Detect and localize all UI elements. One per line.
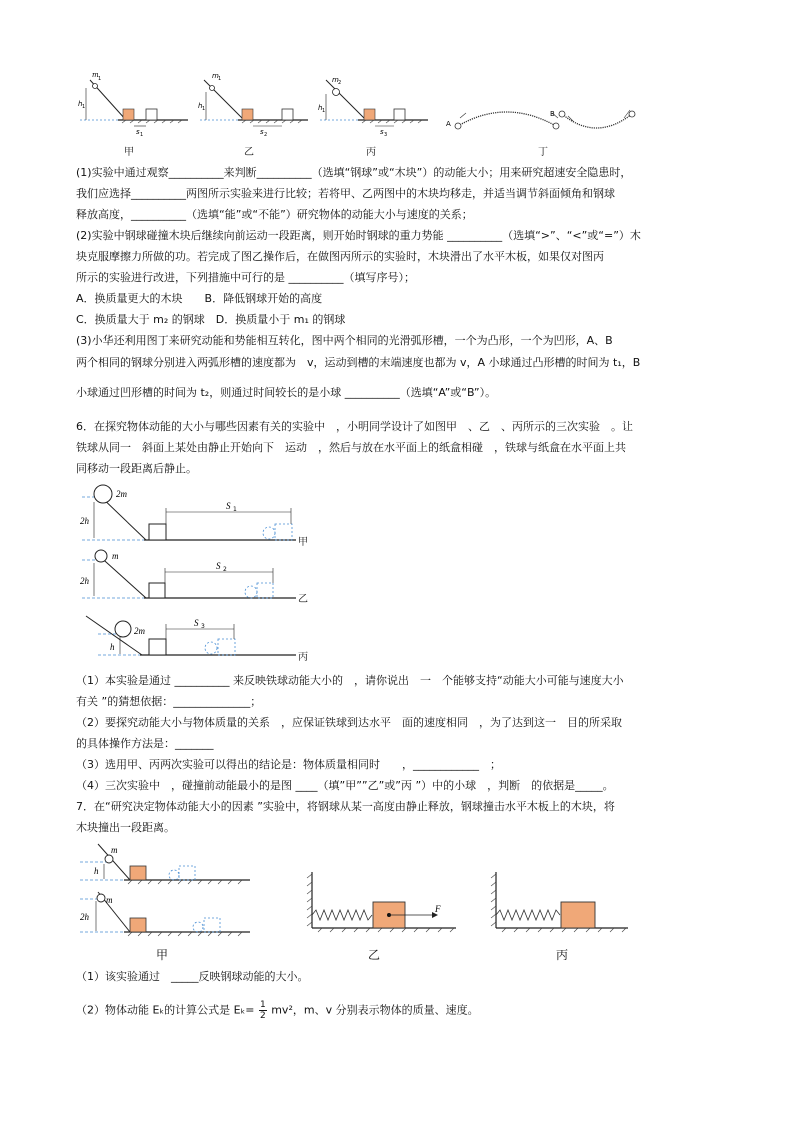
q7-figure-jia [78,842,258,942]
svg-text:A: A [446,120,451,128]
q7-figure-bing [488,872,638,932]
q5-line-9: (3)小华还利用图丁来研究动能和势能相互转化，图中两个相同的光滑弧形槽，一个为凸形，一个为凹形，A、B [76,334,613,347]
q7-q2 [76,1000,479,1021]
fig-label-jia: 甲 [124,147,134,158]
q5-line-7: A．换质量更大的木块 B．降低钢球开始的高度 [76,292,323,305]
q5-line-1: (1)实验中通过观察__________来判断__________（选填“钢球”或“木块”）的动能大小；用来研究超速安全隐患时， [76,166,632,179]
svg-text:S: S [226,501,231,511]
q7-q2-frac-den: 2 [259,1011,266,1021]
q5-line-6: 所示的实验进行改进，下列措施中可行的是 __________（填写序号）； [76,271,415,284]
svg-text:B: B [550,110,555,118]
q6-q1-line-2: 有关 ”的猜想依据：______________； [76,695,262,708]
figure-yi-top [198,72,318,140]
svg-text:m: m [332,76,339,84]
svg-text:h: h [318,104,323,112]
svg-text:2h: 2h [80,912,89,922]
fig-label-ding: 丁 [538,147,548,158]
q7-q2-prefix: （2）物体动能 Eₖ的计算公式是 Eₖ= [76,1003,255,1017]
q7-q1: （1）该实验通过 _____反映钢球动能的大小。 [76,970,309,983]
svg-text:2h: 2h [80,516,89,526]
figure-jia-top [78,71,198,140]
q7-line-2: 木块撞出一段距离。 [76,821,175,834]
svg-text:h: h [110,642,115,652]
svg-text:h: h [94,866,99,876]
q5-line-5: 块克服摩擦力所做的功。若完成了图乙操作后，在做图丙所示的实验时，木块滑出了水平木板，如果仅对图丙 [76,250,604,263]
svg-text:1: 1 [322,108,326,114]
svg-text:s: s [380,128,384,136]
q7-q2-suffix: mv²，m、v 分别表示物体的质量、速度。 [271,1003,479,1017]
svg-text:h: h [198,102,203,110]
q6-q1-line-1: （1）本实验是通过 __________ 来反映铁球动能大小的 ，请你说出 一 个能够支持“动能大小可能与速度大小 [76,674,624,687]
q6-line-1: 6．在探究物体动能的大小与哪些因素有关的实验中 ，小明同学设计了如图甲 、乙 、丙所示的三次实验 。让 [76,420,633,433]
q6-figure-yi [76,548,316,608]
svg-text:1: 1 [98,76,102,82]
figure-ding-top [446,104,646,144]
svg-text:S: S [194,618,199,628]
q5-line-4: (2)实验中钢球碰撞木块后继续向前运动一段距离，则开始时钢球的重力势能 __________（选填“>”、“<”或“=”）木 [76,229,641,242]
fig-label-yi: 乙 [244,147,254,158]
svg-text:1: 1 [140,132,144,138]
q6-fig-label-jia: 甲 [298,537,308,548]
q6-figure-jia [76,484,316,544]
svg-text:1: 1 [233,506,237,513]
svg-text:2h: 2h [80,576,89,586]
svg-text:F: F [435,904,441,914]
q6-fig-label-bing: 丙 [298,652,308,663]
svg-text:1: 1 [82,104,86,110]
svg-text:2: 2 [338,80,342,86]
q5-line-8: C．换质量大于 m₂ 的钢球 D．换质量小于 m₁ 的钢球 [76,313,346,326]
q6-fig-label-yi: 乙 [298,594,308,605]
svg-text:h: h [78,100,83,108]
svg-text:2: 2 [223,566,227,573]
q5-line-10: 两个相同的钢球分别进入两弧形槽的速度都为 v，运动到槽的末端速度也都为 v，A 小球通过凸形槽的时间为 t₁，B [76,356,641,369]
q6-q4: （4）三次实验中 ，碰撞前动能最小的是图 ____（填”甲””乙”或”丙 ”）中的小球 ，判断 的依据是_____。 [76,779,614,792]
q6-figure-bing [76,610,316,660]
q7-fig-label-yi: 乙 [368,948,381,962]
svg-text:1: 1 [202,106,206,112]
svg-text:m: m [112,551,119,561]
svg-text:s: s [260,128,264,136]
svg-text:2m: 2m [134,626,145,636]
q7-q2-fraction [259,1000,267,1021]
svg-text:s: s [136,128,140,136]
q7-fig-label-bing: 丙 [556,948,569,962]
svg-text:3: 3 [201,623,205,630]
svg-text:3: 3 [384,132,388,138]
q7-fig-label-jia: 甲 [156,948,169,962]
svg-text:2m: 2m [116,489,127,499]
svg-text:2: 2 [264,132,268,138]
svg-text:m: m [106,895,113,905]
fig-label-bing: 丙 [366,147,376,158]
q5-line-11: 小球通过凹形槽的时间为 t₂，则通过时间较长的是小球 __________（选填“A”或“B”）。 [76,386,497,399]
figure-bing-top [318,76,438,140]
q6-q2-line-2: 的具体操作方法是：_______ [76,737,214,750]
q7-q2-frac-num: 1 [259,1000,266,1010]
q6-q2-line-1: （2）要探究动能大小与物体质量的关系 ，应保证铁球到达水平 面的速度相同 ，为了达到这一 目的所采取 [76,716,622,729]
svg-text:S: S [216,561,221,571]
svg-text:m: m [111,845,118,855]
q5-line-2: 我们应选择__________两图所示实验来进行比较；若将甲、乙两图中的木块均移走，并适当调节斜面倾角和钢球 [76,187,615,200]
q6-line-2: 铁球从同一 斜面上某处由静止开始向下 运动 ，然后与放在水平面上的纸盒相碰 ，铁球与纸盒在水平面上共 [76,441,626,454]
svg-text:m: m [212,72,219,80]
q6-q3: （3）选用甲、丙两次实验可以得出的结论是：物体质量相同时 ，____________ ； [76,758,501,771]
q5-line-3: 释放高度，__________（选填“能”或“不能”）研究物体的动能大小与速度的关系； [76,208,473,221]
q6-line-3: 同移动一段距离后静止。 [76,462,197,475]
q7-line-1: 7．在“研究决定物体动能大小的因素 ”实验中，将钢球从某一高度由静止释放，钢球撞击水平木板上的木块，将 [76,800,615,813]
q7-figure-yi [304,872,464,932]
fig-jia-m1: m [92,71,99,79]
svg-text:1: 1 [218,76,222,82]
